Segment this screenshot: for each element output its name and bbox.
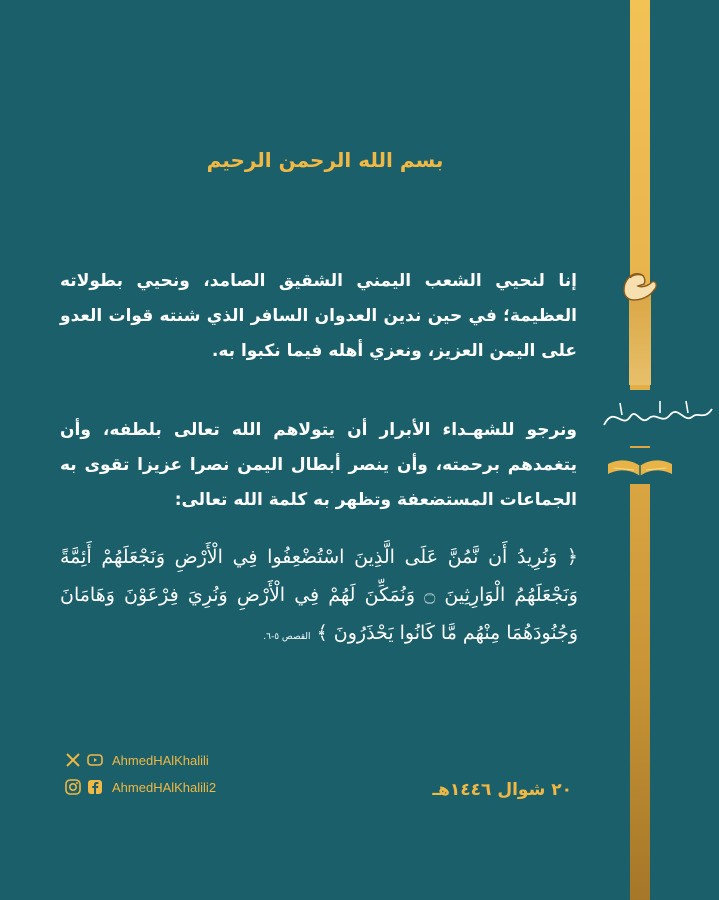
facebook-icon[interactable] [86,778,104,796]
instagram-icon[interactable] [64,778,82,796]
paragraph-1: إنا لنحيي الشعب اليمني الشقيق الصامد، ونحيي بطولاته العظيمة؛ في حين ندين العدوان السافر الذي شنته قوات العدو على اليمن العزيز، ونعزي أهله فيما نكبوا به. [60,271,577,361]
hands-icon [618,262,662,308]
social-handle-2[interactable]: AhmedHAlKhalili2 [112,779,217,795]
signature-image [600,395,716,435]
verse-text: ﴿ وَنُرِيدُ أَن نَّمُنَّ عَلَى الَّذِينَ اسْتُضْعِفُوا فِي الْأَرْضِ وَنَجْعَلَهُمْ أَئِمَّةً وَنَجْعَلَهُمُ الْوَارِثِينَ ۝ وَنُمَكِّنَ لَهُمْ فِي الْأَرْضِ وَنُرِيَ فِرْعَوْنَ وَهَامَانَ وَجُنُودَهُمَا مِنْهُم مَّا كَانُوا يَحْذَرُونَ ﴾ [60,546,578,644]
basmala-heading: بسم الله الرحمن الرحيم [206,148,444,172]
quran-verse [60,538,578,656]
social-row-2 [64,778,216,796]
x-icon[interactable] [64,751,82,769]
verse-reference: القصص ٥-٦. [263,632,311,642]
open-book-icon [604,452,676,480]
hijri-date: ٢٠ شوال ١٤٤٦هـ [432,780,572,800]
youtube-icon[interactable] [86,751,104,769]
paragraph-2: ونرجو للشهـداء الأبرار أن يتولاهم الله تعالى بلطفه، وأن يتغمدهم برحمته، وأن ينصر أبطال اليمن نصرا عزيزا تقوى به الجماعات المستضعفة وتظهر به كلمة الله تعالى: [60,420,577,510]
social-handle-1[interactable]: AhmedHAlKhalili [112,752,209,768]
social-row-1 [64,751,209,769]
